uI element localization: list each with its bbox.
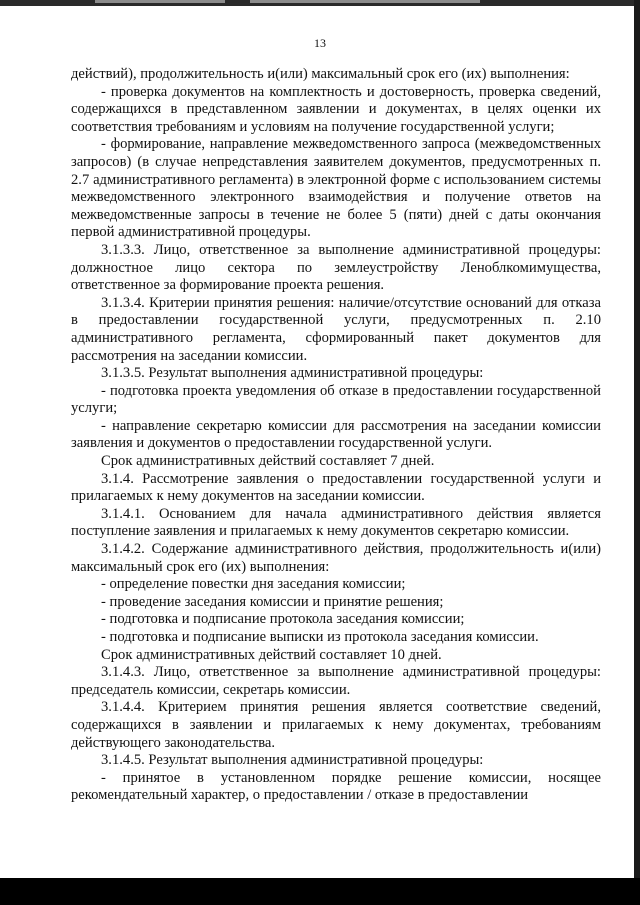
page-number: 13 xyxy=(314,36,326,50)
paragraph: 3.1.4.1. Основанием для начала административного действия является поступление заявления и прилагаемых к нему документов секретарю комиссии. xyxy=(71,505,601,540)
paragraph: - проведение заседания комиссии и принятие решения; xyxy=(101,593,444,610)
paragraph: действий), продолжительность и(или) максимальный срок его (их) выполнения: xyxy=(71,66,570,82)
document-body xyxy=(71,66,601,805)
paragraph: 3.1.4. Рассмотрение заявления о предоставлении государственной услуги и прилагаемых к нему документов на заседании комиссии. xyxy=(71,470,601,505)
paragraph: - формирование, направление межведомственного запроса (межведомственных запросов) (в случае непредставления заявителем документов, предусмотренных п. 2.7 административного регламента) в электронной форме с использованием системы межведомственного электронного взаимодействия и получение ответов на межведомственные запросы в течение не более 5 (пяти) дней с даты окончания первой административной процедуры. xyxy=(71,136,601,241)
paragraph: - подготовка проекта уведомления об отказе в предоставлении государственной услуги; xyxy=(71,382,601,417)
paragraph: - определение повестки дня заседания комиссии; xyxy=(101,576,406,593)
paragraph: - подготовка и подписание выписки из протокола заседания комиссии. xyxy=(101,629,539,645)
paragraph: 3.1.3.3. Лицо, ответственное за выполнение административной процедуры: должностное лицо сектора по землеустройству Леноблкомимущества, ответственное за формирование проекта решения. xyxy=(71,241,601,294)
paragraph: 3.1.4.2. Содержание административного действия, продолжительность и(или) максимальный срок его (их) выполнения: xyxy=(71,541,601,575)
scan-artifact xyxy=(250,0,480,3)
scan-border-bottom xyxy=(0,878,640,905)
paragraph: - подготовка и подписание протокола заседания комиссии; xyxy=(101,611,465,628)
scan-artifact xyxy=(95,0,225,3)
paragraph: Срок административных действий составляет 7 дней. xyxy=(101,453,435,470)
scan-border-right xyxy=(634,0,640,905)
paragraph: 3.1.4.4. Критерием принятия решения является соответствие сведений, содержащихся в заявлении и прилагаемых к нему документах, требованиям действующего законодательства. xyxy=(71,699,601,751)
paragraph: 3.1.3.4. Критерии принятия решения: наличие/отсутствие оснований для отказа в предоставлении государственной услуги, предусмотренных п. 2.10 административного регламента, сформированный пакет документов для рассмотрения на заседании комиссии. xyxy=(71,294,601,364)
paragraph: - принятое в установленном порядке решение комиссии, носящее рекомендательный характер, о предоставлении / отказе в предоставлении xyxy=(71,769,601,804)
paragraph: - проверка документов на комплектность и достоверность, проверка сведений, содержащихся в представленном заявлении и документах, в целях оценки их соответствия требованиям и условиям на получение государственной услуги; xyxy=(71,83,601,135)
paragraph: 3.1.3.5. Результат выполнения административной процедуры: xyxy=(101,365,484,382)
paragraph: Срок административных действий составляет 10 дней. xyxy=(101,646,442,663)
paragraph: - направление секретарю комиссии для рассмотрения на заседании комиссии заявления и документов о предоставлении государственной услуги. xyxy=(71,417,601,452)
paragraph: 3.1.4.5. Результат выполнения административной процедуры: xyxy=(101,752,484,769)
paragraph: 3.1.4.3. Лицо, ответственное за выполнение административной процедуры: председатель комиссии, секретарь комиссии. xyxy=(71,664,601,698)
